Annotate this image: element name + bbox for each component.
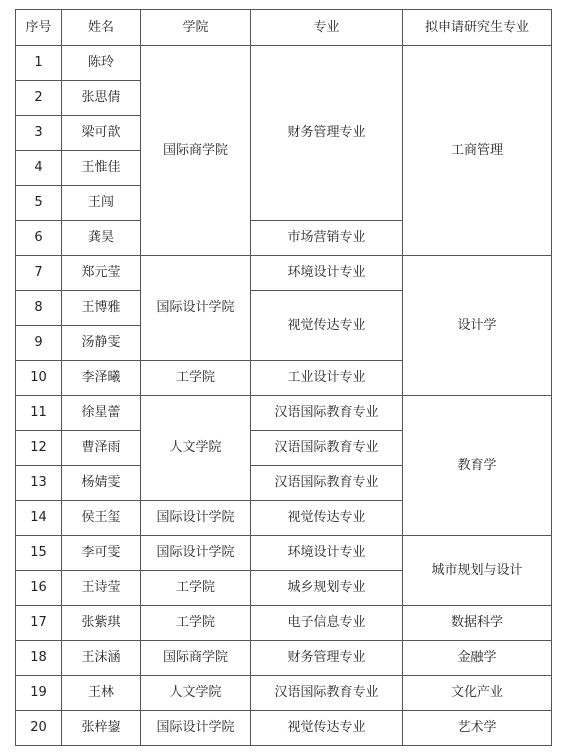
cell-college: 国际设计学院 bbox=[141, 711, 251, 746]
table-row bbox=[16, 711, 552, 746]
cell-college: 国际设计学院 bbox=[141, 501, 251, 536]
cell-name: 王沫涵 bbox=[62, 641, 141, 676]
cell-name: 徐星蕾 bbox=[62, 396, 141, 431]
cell-name: 杨婧雯 bbox=[62, 466, 141, 501]
cell-seq: 20 bbox=[16, 711, 62, 746]
cell-name: 李泽曦 bbox=[62, 361, 141, 396]
cell-name: 李可雯 bbox=[62, 536, 141, 571]
cell-name: 王诗莹 bbox=[62, 571, 141, 606]
cell-target-major: 金融学 bbox=[403, 641, 552, 676]
cell-major: 城乡规划专业 bbox=[251, 571, 403, 606]
cell-name: 梁可歆 bbox=[62, 116, 141, 151]
cell-major: 电子信息专业 bbox=[251, 606, 403, 641]
cell-seq: 18 bbox=[16, 641, 62, 676]
cell-name: 张梓鋆 bbox=[62, 711, 141, 746]
cell-seq: 10 bbox=[16, 361, 62, 396]
cell-target-major: 教育学 bbox=[403, 396, 552, 536]
table-row bbox=[16, 256, 552, 291]
cell-major: 工业设计专业 bbox=[251, 361, 403, 396]
cell-major: 财务管理专业 bbox=[251, 46, 403, 221]
cell-seq: 19 bbox=[16, 676, 62, 711]
header-name: 姓名 bbox=[62, 10, 141, 46]
table-row bbox=[16, 606, 552, 641]
cell-seq: 13 bbox=[16, 466, 62, 501]
cell-college: 工学院 bbox=[141, 361, 251, 396]
table-row bbox=[16, 676, 552, 711]
cell-name: 王闯 bbox=[62, 186, 141, 221]
cell-seq: 14 bbox=[16, 501, 62, 536]
table-row bbox=[16, 46, 552, 81]
cell-name: 张紫琪 bbox=[62, 606, 141, 641]
cell-major: 汉语国际教育专业 bbox=[251, 431, 403, 466]
header-target-major: 拟申请研究生专业 bbox=[403, 10, 552, 46]
cell-name: 龚昊 bbox=[62, 221, 141, 256]
cell-seq: 1 bbox=[16, 46, 62, 81]
cell-seq: 2 bbox=[16, 81, 62, 116]
cell-college: 国际商学院 bbox=[141, 641, 251, 676]
cell-target-major: 艺术学 bbox=[403, 711, 552, 746]
cell-target-major: 城市规划与设计 bbox=[403, 536, 552, 606]
cell-major: 汉语国际教育专业 bbox=[251, 676, 403, 711]
cell-name: 陈玲 bbox=[62, 46, 141, 81]
cell-target-major: 文化产业 bbox=[403, 676, 552, 711]
table-header-row bbox=[16, 10, 552, 46]
cell-seq: 3 bbox=[16, 116, 62, 151]
cell-major: 汉语国际教育专业 bbox=[251, 396, 403, 431]
table-row bbox=[16, 641, 552, 676]
cell-college: 人文学院 bbox=[141, 396, 251, 501]
cell-name: 侯王玺 bbox=[62, 501, 141, 536]
cell-name: 王博雅 bbox=[62, 291, 141, 326]
cell-major: 视觉传达专业 bbox=[251, 291, 403, 361]
cell-seq: 8 bbox=[16, 291, 62, 326]
cell-major: 汉语国际教育专业 bbox=[251, 466, 403, 501]
cell-target-major: 工商管理 bbox=[403, 46, 552, 256]
cell-seq: 11 bbox=[16, 396, 62, 431]
cell-seq: 4 bbox=[16, 151, 62, 186]
cell-name: 汤静雯 bbox=[62, 326, 141, 361]
header-major: 专业 bbox=[251, 10, 403, 46]
cell-seq: 17 bbox=[16, 606, 62, 641]
cell-name: 张思倩 bbox=[62, 81, 141, 116]
cell-seq: 6 bbox=[16, 221, 62, 256]
cell-seq: 9 bbox=[16, 326, 62, 361]
header-seq: 序号 bbox=[16, 10, 62, 46]
cell-major: 财务管理专业 bbox=[251, 641, 403, 676]
table-row bbox=[16, 536, 552, 571]
cell-college: 工学院 bbox=[141, 571, 251, 606]
cell-college: 国际设计学院 bbox=[141, 536, 251, 571]
cell-seq: 15 bbox=[16, 536, 62, 571]
cell-major: 视觉传达专业 bbox=[251, 711, 403, 746]
cell-major: 市场营销专业 bbox=[251, 221, 403, 256]
cell-college: 国际设计学院 bbox=[141, 256, 251, 361]
table-row bbox=[16, 396, 552, 431]
cell-name: 王惟佳 bbox=[62, 151, 141, 186]
cell-seq: 7 bbox=[16, 256, 62, 291]
cell-name: 王林 bbox=[62, 676, 141, 711]
cell-target-major: 设计学 bbox=[403, 256, 552, 396]
cell-major: 环境设计专业 bbox=[251, 256, 403, 291]
cell-name: 郑元莹 bbox=[62, 256, 141, 291]
cell-seq: 5 bbox=[16, 186, 62, 221]
cell-college: 人文学院 bbox=[141, 676, 251, 711]
cell-seq: 16 bbox=[16, 571, 62, 606]
cell-college: 国际商学院 bbox=[141, 46, 251, 256]
cell-major: 环境设计专业 bbox=[251, 536, 403, 571]
cell-seq: 12 bbox=[16, 431, 62, 466]
cell-major: 视觉传达专业 bbox=[251, 501, 403, 536]
student-table bbox=[15, 9, 552, 746]
cell-name: 曹泽雨 bbox=[62, 431, 141, 466]
cell-target-major: 数据科学 bbox=[403, 606, 552, 641]
cell-college: 工学院 bbox=[141, 606, 251, 641]
header-college: 学院 bbox=[141, 10, 251, 46]
